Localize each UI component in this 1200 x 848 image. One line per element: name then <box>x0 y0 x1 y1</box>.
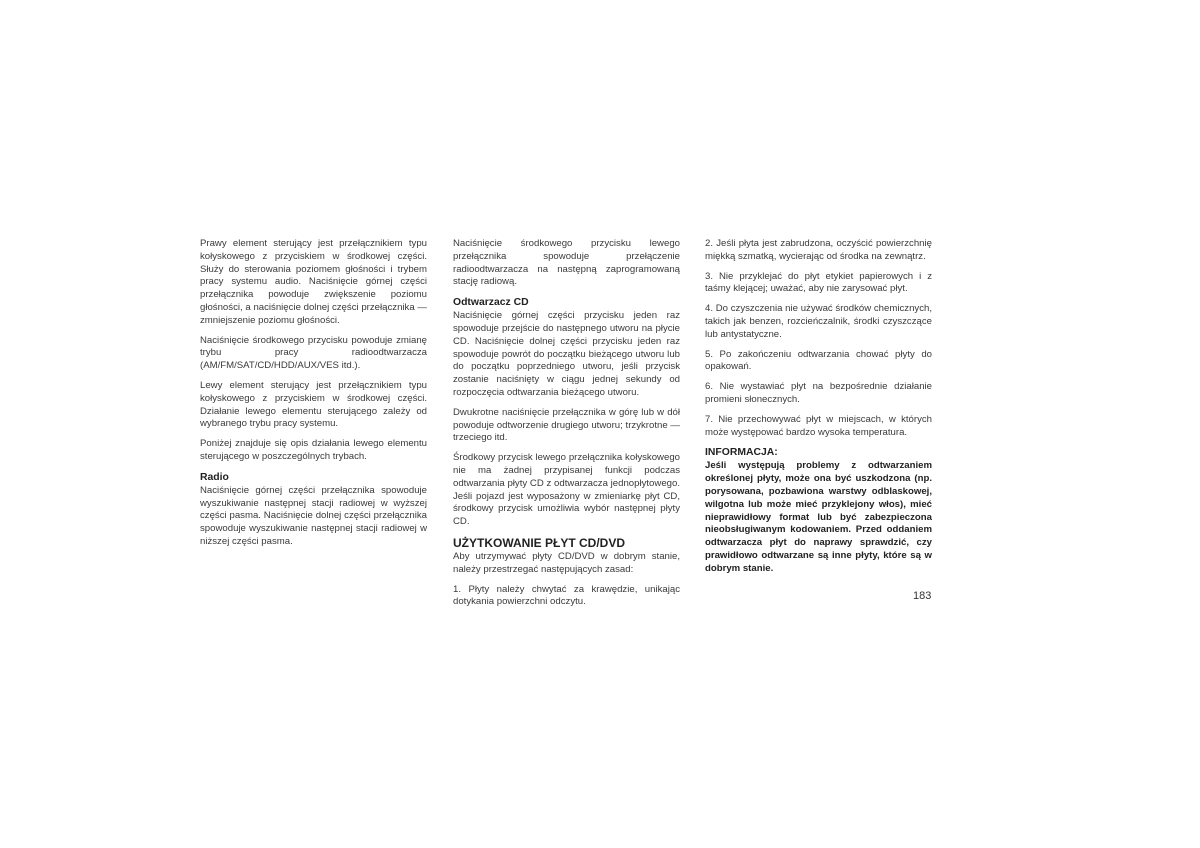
column-left <box>200 238 427 556</box>
heading-information: INFORMACJA: <box>705 447 778 459</box>
information-note: Jeśli występują problemy z odtwarzaniem określonej płyty, może ona być uszkodzona (np. porysowana, pozbawiona warstwy odblaskowej, wilgotna lub może mieć przyklejony włos), mieć nieprawidłowy format lub być zabezpieczona nieobsługiwanym kodowaniem. Przed oddaniem odtwarzacza płyt do naprawy sprawdzić, czy prawidłowo odtwarzane są inne płyty, które są w dobrym stanie. <box>705 460 932 574</box>
paragraph: Środkowy przycisk lewego przełącznika kołyskowego nie ma żadnej przypisanej funkcji podczas odtwarzania płyty CD z odtwarzacza jednopłytowego. Jeśli pojazd jest wyposażony w zmieniarkę płyt CD, środkowy przycisk umożliwia wybór następnej płyty CD. <box>453 452 680 528</box>
paragraph: Naciśnięcie środkowego przycisku lewego przełącznika spowoduje przełączenie radioodtwarzacza na następną zaprogramowaną stację radiową. <box>453 238 680 288</box>
paragraph: 1. Płyty należy chwytać za krawędzie, unikając dotykania powierzchni odczytu. <box>453 583 680 608</box>
paragraph: 3. Nie przyklejać do płyt etykiet papierowych i z taśmy klejącej; uważać, aby nie zarysować płyt. <box>705 270 932 295</box>
paragraph: 4. Do czyszczenia nie używać środków chemicznych, takich jak benzen, rozcieńczalnik, środki czyszczące lub antystatyczne. <box>705 303 932 340</box>
paragraph: Lewy element sterujący jest przełącznikiem typu kołyskowego z przyciskiem w środkowej części. Działanie lewego elementu sterującego zależy od wybranego trybu pracy systemu. <box>200 379 427 430</box>
heading-disc-usage: UŻYTKOWANIE PŁYT CD/DVD <box>453 535 626 550</box>
column-right <box>705 238 932 583</box>
heading-radio: Radio <box>200 471 229 483</box>
page-number: 183 <box>913 590 932 602</box>
column-middle <box>453 238 680 616</box>
paragraph: Naciśnięcie środkowego przycisku powoduje zmianę trybu pracy radioodtwarzacza (AM/FM/SAT/CD/HDD/AUX/VES itd.). <box>200 334 427 372</box>
paragraph: 2. Jeśli płyta jest zabrudzona, oczyścić powierzchnię miękką szmatką, wycierając od środka na zewnątrz. <box>705 238 932 262</box>
paragraph: Dwukrotne naciśnięcie przełącznika w górę lub w dół powoduje odtworzenie drugiego utworu; trzykrotne — trzeciego itd. <box>453 406 680 444</box>
paragraph: Naciśnięcie górnej części przełącznika spowoduje wyszukiwanie następnej stacji radiowej w wyższej części pasma. Naciśnięcie dolnej części przełącznika spowoduje wyszukiwanie następnej stacji radiowej w niższej części pasma. <box>200 484 427 547</box>
paragraph: Naciśnięcie górnej części przycisku jeden raz spowoduje przejście do następnego utworu na płycie CD. Naciśnięcie dolnej części przycisku jeden raz spowoduje powrót do początku bieżącego utworu lub do początku poprzedniego utworu, jeśli przycisk zostanie naciśnięty w ciągu jednej sekundy od rozpoczęcia odtwarzania bieżącego utworu. <box>453 310 680 398</box>
paragraph: 7. Nie przechowywać płyt w miejscach, w których może występować bardzo wysoka temperatura. <box>705 413 932 438</box>
paragraph: 5. Po zakończeniu odtwarzania chować płyty do opakowań. <box>705 348 932 373</box>
paragraph: Poniżej znajduje się opis działania lewego elementu sterującego w poszczególnych trybach. <box>200 438 427 462</box>
paragraph: Aby utrzymywać płyty CD/DVD w dobrym stanie, należy przestrzegać następujących zasad: <box>453 550 680 575</box>
paragraph: Prawy element sterujący jest przełącznikiem typu kołyskowego z przyciskiem w środkowej części. Służy do sterowania poziomem głośności i trybem pracy systemu audio. Naciśnięcie górnej części przełącznika powoduje zwiększenie poziomu głośności, a naciśnięcie dolnej części przełącznika — zmniejszenie poziomu głośności. <box>200 238 427 326</box>
heading-cd-player: Odtwarzacz CD <box>453 297 529 309</box>
paragraph: 6. Nie wystawiać płyt na bezpośrednie działanie promieni słonecznych. <box>705 381 932 405</box>
